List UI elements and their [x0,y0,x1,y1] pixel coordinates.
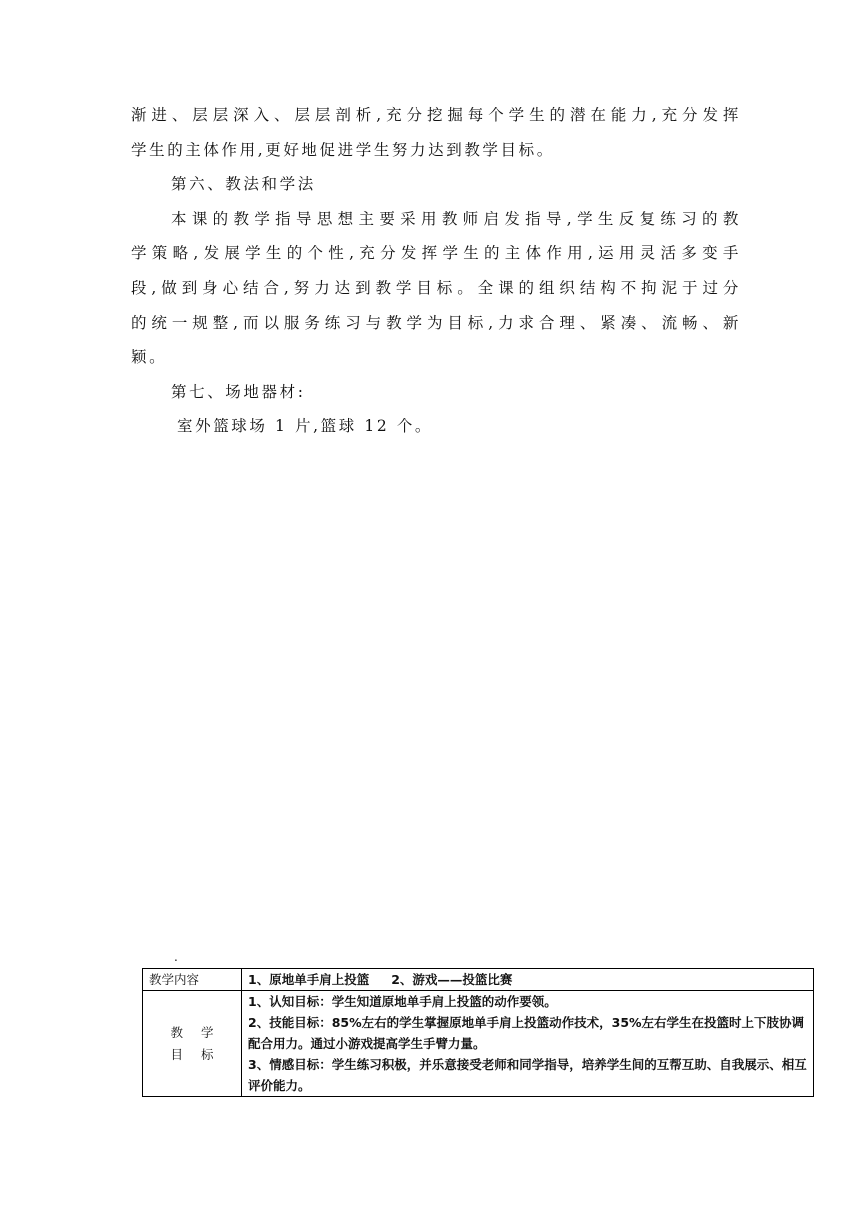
section-heading-6: 第六、教法和学法 [171,175,316,194]
lesson-plan-table [142,968,814,1097]
content-item: 2、游戏——投篮比赛 [391,972,513,987]
equipment-text: 室外篮球场 1 片,篮球 12 个。 [177,417,434,436]
paragraph-line: 学策略,发展学生的个性,充分发挥学生的主体作用,运用灵活多变手 [131,244,741,263]
affective-goal: 3、情感目标：学生练习积极，并乐意接受老师和同学指导，培养学生间的互帮互助、自我展示、相互评价能力。 [248,1057,807,1093]
paragraph-line: 段,做到身心结合,努力达到教学目标。全课的组织结构不拘泥于过分 [131,278,741,297]
section-heading-7: 第七、场地器材: [171,382,306,401]
skill-goal: 2、技能目标：85%左右的学生掌握原地单手肩上投篮动作技术，35%左右学生在投篮时上下肢协调配合用力。通过小游戏提高学生手臂力量。 [248,1015,805,1051]
cognitive-goal: 1、认知目标：学生知道原地单手肩上投篮的动作要领。 [248,994,557,1009]
table-row [143,991,814,1097]
content-label: 教学内容 [143,969,242,991]
objectives-label-line: 目标 [170,1046,232,1062]
paragraph-line: 颖。 [131,348,168,367]
paragraph-line: 渐进、层层深入、层层剖析,充分挖掘每个学生的潜在能力,充分发挥 [131,106,741,124]
content-cell [242,969,814,991]
dot-marker: . [174,950,178,964]
table-row [143,969,814,991]
content-item: 1、原地单手肩上投篮 [248,972,370,987]
objectives-cell [242,991,814,1097]
paragraph-line: 学生的主体作用,更好地促进学生努力达到教学目标。 [131,140,555,159]
paragraph-line: 本课的教学指导思想主要采用教师启发指导,学生反复练习的教 [171,209,741,228]
body-text [131,98,741,444]
objectives-label [143,991,242,1097]
objectives-label-line: 教学 [170,1024,232,1040]
paragraph-line: 的统一规整,而以服务练习与教学为目标,力求合理、紧凑、流畅、新 [131,313,741,332]
